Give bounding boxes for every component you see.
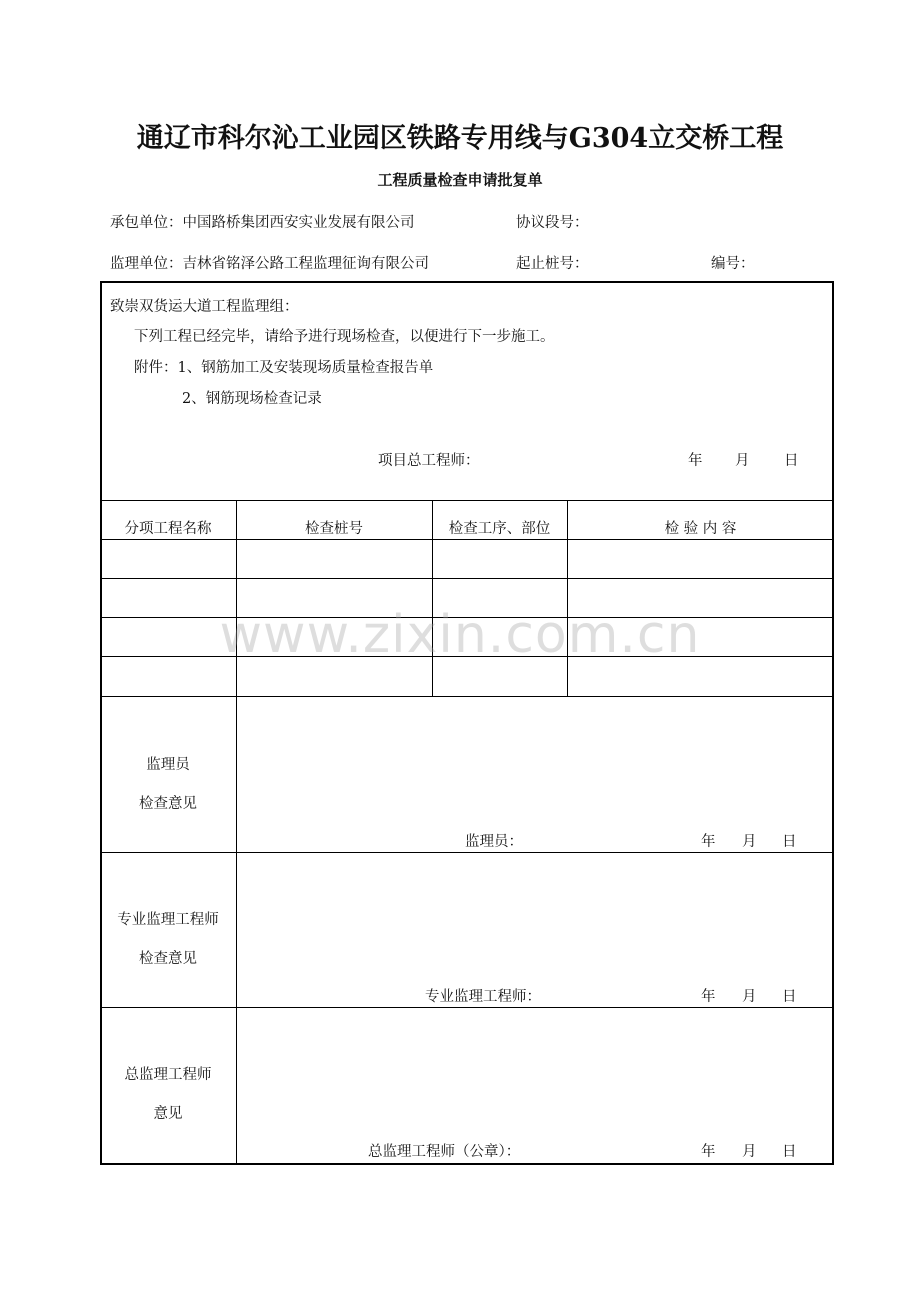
watermark: www.zixin.com.cn: [219, 605, 701, 665]
chief-day: 日: [782, 1144, 797, 1160]
chief-title-1: 总监理工程师: [124, 1067, 212, 1083]
divider-inspector: [100, 852, 834, 853]
specialist-title-2: 检查意见: [139, 951, 197, 967]
station-label: 起止桩号：: [516, 256, 589, 272]
col-divider-1: [236, 500, 237, 1164]
request-line: 下列工程已经完毕，请给予进行现场检查，以便进行下一步施工。: [134, 329, 555, 345]
request-year: 年: [688, 453, 703, 469]
request-month: 月: [735, 453, 750, 469]
form-frame: [100, 281, 834, 1165]
number-label: 编号：: [711, 256, 755, 272]
col-header-content: 检 验 内 容: [664, 521, 737, 537]
attachment-1: 附件：1、钢筋加工及安装现场质量检查报告单: [134, 360, 434, 376]
specialist-title-1: 专业监理工程师: [117, 912, 219, 928]
attachment-2: 2、钢筋现场检查记录: [182, 391, 322, 407]
inspector-month: 月: [742, 834, 757, 850]
specialist-day: 日: [782, 989, 797, 1005]
request-day: 日: [784, 453, 799, 469]
col-header-item: 分项工程名称: [124, 521, 212, 537]
col-header-station: 检查桩号: [305, 521, 363, 537]
chief-year: 年: [701, 1144, 716, 1160]
supervisor-label: 监理单位：吉林省铭泽公路工程监理征询有限公司: [110, 256, 429, 272]
col-header-process: 检查工序、部位: [448, 521, 551, 537]
divider-request: [100, 500, 834, 501]
chief-engineer-sign: 项目总工程师：: [378, 453, 480, 469]
chief-month: 月: [742, 1144, 757, 1160]
document-title: 通辽市科尔沁工业园区铁路专用线与G304立交桥工程: [136, 123, 784, 154]
agreement-label: 协议段号：: [516, 215, 589, 231]
specialist-year: 年: [701, 989, 716, 1005]
divider-specialist: [100, 1007, 834, 1008]
chief-title-2: 意见: [153, 1106, 183, 1122]
inspector-sign: 监理员：: [465, 834, 523, 850]
inspector-title-1: 监理员: [146, 757, 190, 773]
request-addressee: 致崇双货运大道工程监理组：: [110, 299, 299, 315]
inspector-day: 日: [782, 834, 797, 850]
divider-header-row: [100, 539, 834, 540]
specialist-month: 月: [742, 989, 757, 1005]
inspector-title-2: 检查意见: [139, 796, 197, 812]
contractor-label: 承包单位：中国路桥集团西安实业发展有限公司: [110, 215, 415, 231]
divider-row-4: [100, 696, 834, 697]
specialist-sign: 专业监理工程师：: [425, 989, 541, 1005]
inspector-year: 年: [701, 834, 716, 850]
divider-row-1: [100, 578, 834, 579]
chief-sign: 总监理工程师（公章）：: [368, 1144, 521, 1160]
document-subtitle: 工程质量检查申请批复单: [377, 171, 543, 189]
